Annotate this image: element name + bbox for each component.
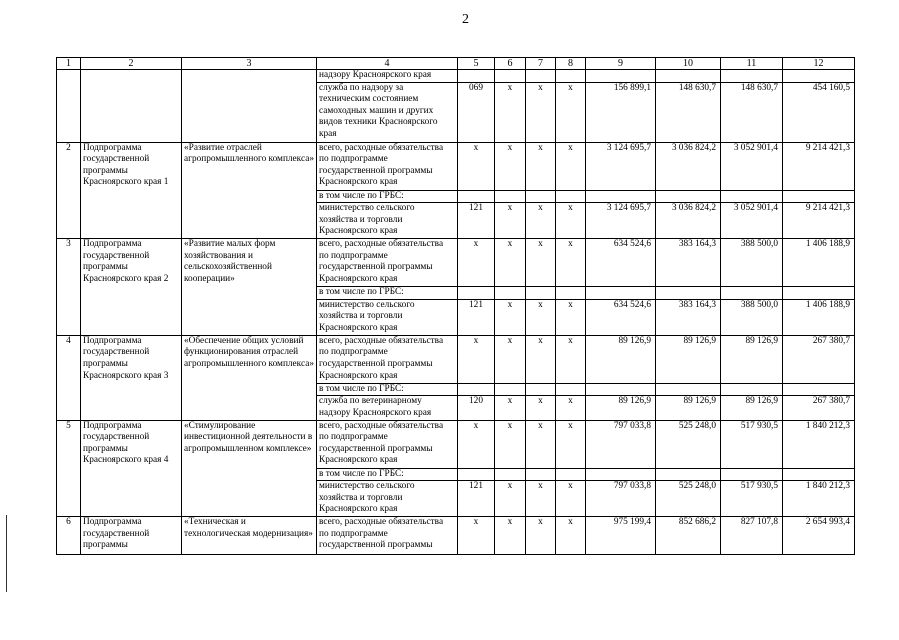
cell-value: 89 126,9 xyxy=(586,396,656,420)
cell-value: 3 124 695,7 xyxy=(586,203,656,239)
cell-value: 89 126,9 xyxy=(721,396,783,420)
column-header: 9 xyxy=(586,58,656,70)
cell-col7: х xyxy=(526,335,556,383)
cell-grbs: х xyxy=(458,239,495,287)
column-header: 11 xyxy=(721,58,783,70)
cell-program xyxy=(81,70,182,143)
column-header: 6 xyxy=(495,58,526,70)
table-row xyxy=(57,239,855,287)
cell-expense-type: в том числе по ГРБС: xyxy=(317,468,458,481)
cell-expense-type: служба по ветеринарному надзору Красноярского края xyxy=(317,396,458,420)
cell-expense-type: министерство сельского хозяйства и торговли Красноярского края xyxy=(317,203,458,239)
cell-value: 525 248,0 xyxy=(656,420,721,468)
cell-value: 156 899,1 xyxy=(586,82,656,142)
cell-subprogram-name: «Развитие малых форм хозяйствования и сельскохозяйственной кооперации» xyxy=(182,239,317,336)
cell-grbs: 121 xyxy=(458,299,495,335)
cell-expense-type: всего, расходные обязательства по подпрограмме государственной программы Красноярского края xyxy=(317,142,458,190)
column-header: 12 xyxy=(783,58,855,70)
cell-col6: х xyxy=(495,335,526,383)
cell-expense-type: всего, расходные обязательства по подпрограмме государственной программы Красноярского края xyxy=(317,420,458,468)
cell-col6: х xyxy=(495,203,526,239)
cell-value: 634 524,6 xyxy=(586,239,656,287)
cell-expense-type: министерство сельского хозяйства и торговли Красноярского края xyxy=(317,481,458,517)
margin-line xyxy=(6,515,7,592)
cell-value: 827 107,8 xyxy=(721,517,783,555)
cell-col7: х xyxy=(526,239,556,287)
cell-col8: х xyxy=(556,335,586,383)
cell-col6: х xyxy=(495,82,526,142)
column-header: 10 xyxy=(656,58,721,70)
cell-number: 2 xyxy=(57,142,81,239)
cell-value: 383 164,3 xyxy=(656,239,721,287)
cell-program: Подпрограмма государственной программы Красноярского края 1 xyxy=(81,142,182,239)
cell-value: 634 524,6 xyxy=(586,299,656,335)
cell-grbs: х xyxy=(458,142,495,190)
cell-col6: х xyxy=(495,239,526,287)
cell-col6: х xyxy=(495,396,526,420)
cell-value: 383 164,3 xyxy=(656,299,721,335)
cell-value: 525 248,0 xyxy=(656,481,721,517)
cell-value: 1 406 188,9 xyxy=(783,299,855,335)
cell-col7: х xyxy=(526,517,556,555)
cell-value: 388 500,0 xyxy=(721,299,783,335)
cell-col6: х xyxy=(495,420,526,468)
table-row xyxy=(57,517,855,555)
cell-grbs: 069 xyxy=(458,82,495,142)
cell-value: 454 160,5 xyxy=(783,82,855,142)
cell-value: 388 500,0 xyxy=(721,239,783,287)
cell-subprogram-name: «Стимулирование инвестиционной деятельности в агропромышленном комплексе» xyxy=(182,420,317,517)
cell-value: 9 214 421,3 xyxy=(783,203,855,239)
cell-col7: х xyxy=(526,420,556,468)
column-header: 3 xyxy=(182,58,317,70)
cell-grbs: 121 xyxy=(458,203,495,239)
cell-value: 2 654 993,4 xyxy=(783,517,855,555)
cell-col7: х xyxy=(526,82,556,142)
cell-number xyxy=(57,70,81,143)
cell-value: 517 930,5 xyxy=(721,420,783,468)
cell-value: 3 052 901,4 xyxy=(721,203,783,239)
cell-value: 148 630,7 xyxy=(721,82,783,142)
table-row xyxy=(57,142,855,190)
cell-program: Подпрограмма государственной программы Красноярского края 3 xyxy=(81,335,182,420)
cell-col6: х xyxy=(495,481,526,517)
column-header: 8 xyxy=(556,58,586,70)
cell-subprogram-name xyxy=(182,70,317,143)
cell-col6: х xyxy=(495,517,526,555)
cell-col8: х xyxy=(556,82,586,142)
cell-col7: х xyxy=(526,203,556,239)
column-header: 5 xyxy=(458,58,495,70)
cell-col8: х xyxy=(556,517,586,555)
cell-value: 3 052 901,4 xyxy=(721,142,783,190)
cell-value: 975 199,4 xyxy=(586,517,656,555)
cell-expense-type: в том числе по ГРБС: xyxy=(317,190,458,203)
column-header: 1 xyxy=(57,58,81,70)
cell-value: 797 033,8 xyxy=(586,420,656,468)
cell-col7: х xyxy=(526,396,556,420)
table-row xyxy=(57,420,855,468)
cell-subprogram-name: «Развитие отраслей агропромышленного комплекса» xyxy=(182,142,317,239)
cell-value: 3 036 824,2 xyxy=(656,142,721,190)
cell-expense-type: в том числе по ГРБС: xyxy=(317,287,458,300)
cell-value: 1 840 212,3 xyxy=(783,481,855,517)
cell-value: 517 930,5 xyxy=(721,481,783,517)
column-header: 7 xyxy=(526,58,556,70)
cell-expense-type: служба по надзору за техническим состоянием самоходных машин и других видов техники Красноярского края xyxy=(317,82,458,142)
cell-expense-type: министерство сельского хозяйства и торговли Красноярского края xyxy=(317,299,458,335)
cell-value: 1 840 212,3 xyxy=(783,420,855,468)
column-header: 4 xyxy=(317,58,458,70)
cell-number: 4 xyxy=(57,335,81,420)
cell-value: 3 036 824,2 xyxy=(656,203,721,239)
cell-program: Подпрограмма государственной программы Красноярского края 4 xyxy=(81,420,182,517)
budget-table xyxy=(56,57,855,555)
cell-expense-type: в том числе по ГРБС: xyxy=(317,383,458,396)
cell-col6: х xyxy=(495,299,526,335)
cell-grbs: х xyxy=(458,420,495,468)
cell-expense-type: всего, расходные обязательства по подпрограмме государственной программы Красноярского края xyxy=(317,335,458,383)
column-header: 2 xyxy=(81,58,182,70)
cell-grbs: х xyxy=(458,517,495,555)
table-row xyxy=(57,70,855,83)
cell-value: 267 380,7 xyxy=(783,335,855,383)
cell-col8: х xyxy=(556,239,586,287)
cell-number: 6 xyxy=(57,517,81,555)
cell-value: 89 126,9 xyxy=(656,335,721,383)
cell-subprogram-name: «Обеспечение общих условий функционирования отраслей агропромышленного комплекса» xyxy=(182,335,317,420)
cell-subprogram-name: «Техническая и технологическая модернизация» xyxy=(182,517,317,555)
cell-grbs: 121 xyxy=(458,481,495,517)
cell-col7: х xyxy=(526,142,556,190)
cell-number: 3 xyxy=(57,239,81,336)
cell-program: Подпрограмма государственной программы xyxy=(81,517,182,555)
cell-grbs: 120 xyxy=(458,396,495,420)
header-row xyxy=(57,58,855,70)
cell-col8: х xyxy=(556,420,586,468)
cell-number: 5 xyxy=(57,420,81,517)
cell-value: 89 126,9 xyxy=(721,335,783,383)
cell-col7: х xyxy=(526,299,556,335)
cell-value: 1 406 188,9 xyxy=(783,239,855,287)
cell-value: 797 033,8 xyxy=(586,481,656,517)
cell-value: 89 126,9 xyxy=(586,335,656,383)
cell-value: 89 126,9 xyxy=(656,396,721,420)
cell-col8: х xyxy=(556,481,586,517)
cell-col6: х xyxy=(495,142,526,190)
cell-value: 148 630,7 xyxy=(656,82,721,142)
cell-col7: х xyxy=(526,481,556,517)
table-row xyxy=(57,335,855,383)
cell-col8: х xyxy=(556,396,586,420)
cell-expense-type: всего, расходные обязательства по подпрограмме государственной программы Красноярского края xyxy=(317,239,458,287)
cell-value: 3 124 695,7 xyxy=(586,142,656,190)
cell-value: 9 214 421,3 xyxy=(783,142,855,190)
cell-value: 852 686,2 xyxy=(656,517,721,555)
cell-col8: х xyxy=(556,203,586,239)
cell-expense-type: всего, расходные обязательства по подпрограмме государственной программы xyxy=(317,517,458,555)
cell-grbs: х xyxy=(458,335,495,383)
cell-value: 267 380,7 xyxy=(783,396,855,420)
cell-col8: х xyxy=(556,142,586,190)
cell-col8: х xyxy=(556,299,586,335)
cell-program: Подпрограмма государственной программы Красноярского края 2 xyxy=(81,239,182,336)
page-number: 2 xyxy=(462,12,469,27)
cell-expense-type: надзору Красноярского края xyxy=(317,70,458,83)
